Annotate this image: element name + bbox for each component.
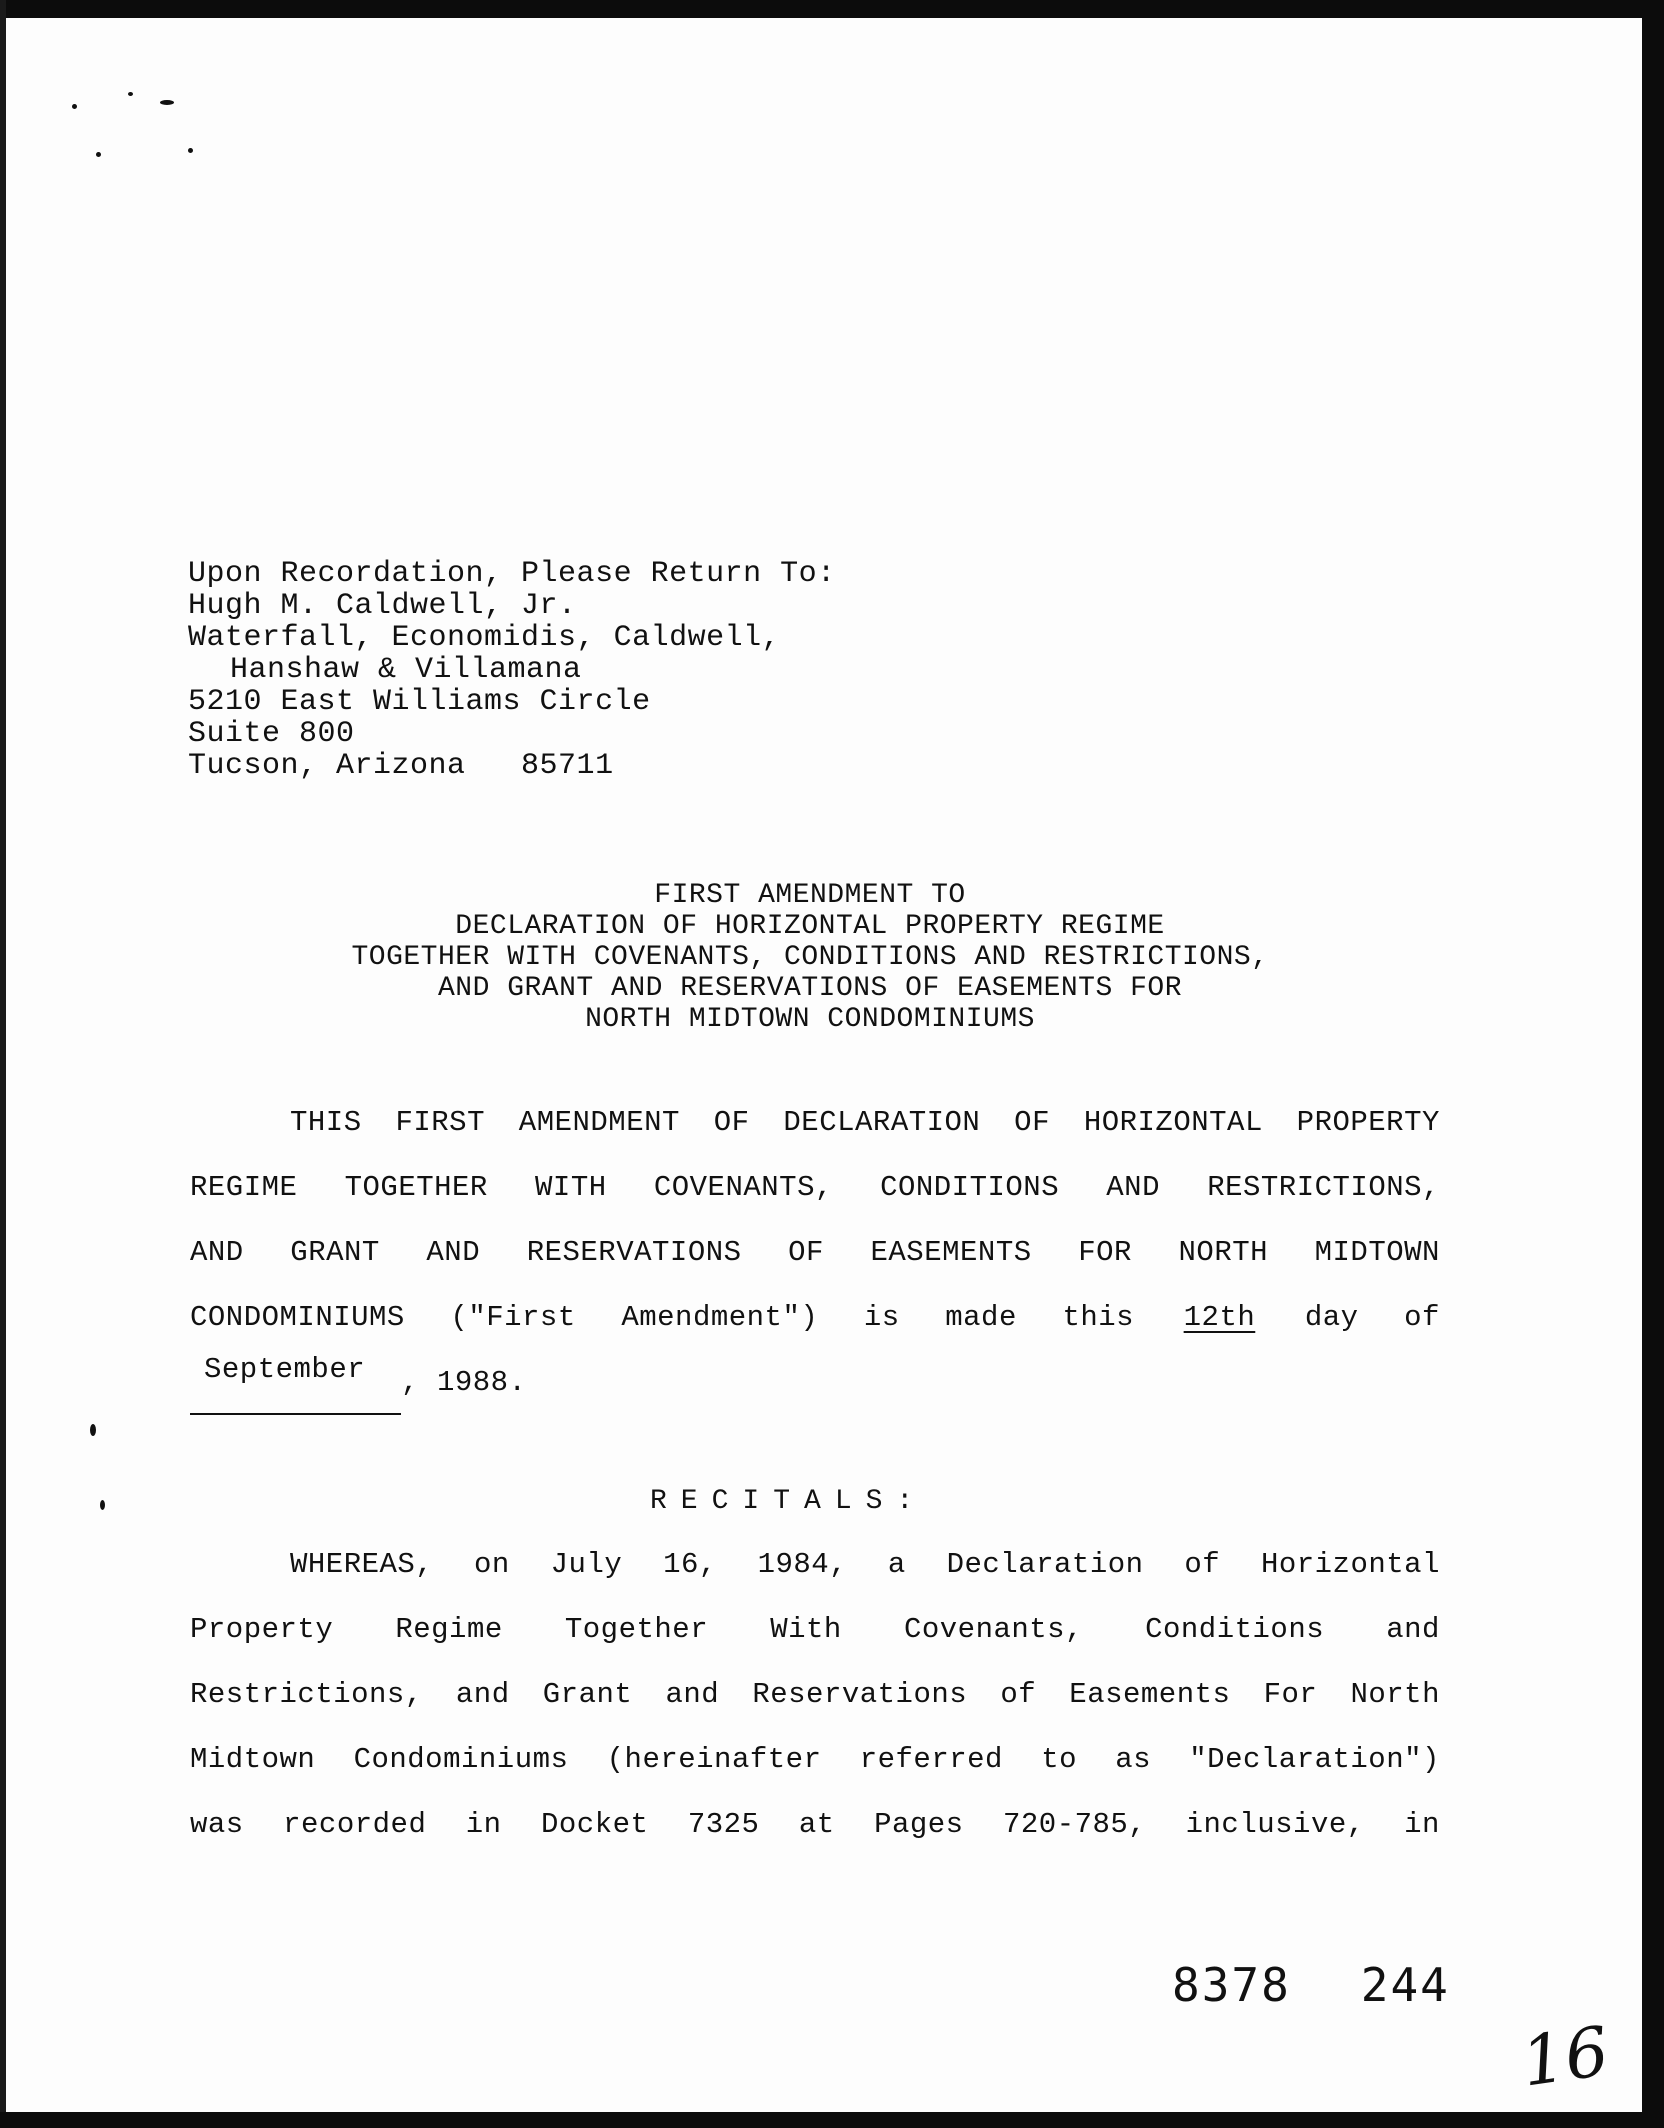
word: Pages xyxy=(874,1808,964,1841)
intro-line xyxy=(190,1350,1440,1415)
word: "Declaration") xyxy=(1189,1743,1440,1776)
word: 16, xyxy=(663,1548,717,1581)
word: OF xyxy=(1014,1106,1050,1139)
word: this xyxy=(1062,1301,1135,1334)
word: made xyxy=(945,1301,1017,1334)
word: Conditions xyxy=(1145,1613,1325,1646)
word: Midtown xyxy=(190,1743,316,1776)
return-firm: Waterfall, Economidis, Caldwell, xyxy=(188,621,781,655)
scan-speck xyxy=(96,152,101,157)
scan-speck xyxy=(160,100,174,105)
recitals-line xyxy=(190,1792,1440,1857)
word: DECLARATION xyxy=(783,1106,981,1139)
docket-page: 244 xyxy=(1360,1958,1450,2012)
word: 1984, xyxy=(757,1548,848,1581)
word: ("First xyxy=(450,1301,576,1334)
scan-speck xyxy=(90,1424,96,1436)
word: in xyxy=(465,1808,502,1841)
title-line: DECLARATION OF HORIZONTAL PROPERTY REGIME xyxy=(455,911,1165,942)
word: of xyxy=(1404,1301,1440,1334)
word: recorded xyxy=(283,1808,427,1841)
scan-speck xyxy=(72,104,77,109)
word: For xyxy=(1263,1678,1318,1711)
title-line: NORTH MIDTOWN CONDOMINIUMS xyxy=(585,1004,1035,1035)
scan-border-bottom xyxy=(0,2112,1664,2128)
word: Together xyxy=(564,1613,709,1646)
word: is xyxy=(863,1301,900,1334)
word: of xyxy=(1000,1678,1037,1711)
recitals-line xyxy=(190,1532,1440,1597)
title-line: FIRST AMENDMENT TO xyxy=(654,880,966,911)
word: RESTRICTIONS, xyxy=(1207,1171,1440,1204)
word: a xyxy=(887,1548,906,1581)
scan-border-top xyxy=(0,0,1664,18)
word: inclusive, xyxy=(1185,1808,1365,1841)
word: Restrictions, xyxy=(190,1678,423,1711)
return-firm-continued: Hanshaw & Villamana xyxy=(230,653,582,687)
month-field: September xyxy=(190,1350,401,1415)
word: GRANT xyxy=(290,1236,380,1269)
word: OF xyxy=(788,1236,824,1269)
word: RESERVATIONS xyxy=(526,1236,742,1269)
word: COVENANTS, xyxy=(653,1171,833,1204)
word: on xyxy=(474,1548,510,1581)
word: Horizontal xyxy=(1260,1548,1440,1581)
return-street: 5210 East Williams Circle xyxy=(188,685,651,719)
word: referred xyxy=(859,1743,1003,1776)
word: AND xyxy=(426,1236,481,1269)
word: MIDTOWN xyxy=(1314,1236,1440,1269)
intro-line xyxy=(190,1090,1440,1155)
word: CONDITIONS xyxy=(880,1171,1060,1204)
recitals-line xyxy=(190,1727,1440,1792)
word: at xyxy=(798,1808,835,1841)
word: Covenants, xyxy=(903,1613,1083,1646)
return-suite: Suite 800 xyxy=(188,717,355,751)
intro-line xyxy=(190,1220,1440,1285)
word: and xyxy=(1386,1613,1440,1646)
word: (hereinafter xyxy=(606,1743,822,1776)
return-city-state-zip: Tucson, Arizona 85711 xyxy=(188,749,614,783)
recitals-heading: RECITALS: xyxy=(650,1486,928,1517)
title-line: AND GRANT AND RESERVATIONS OF EASEMENTS FOR xyxy=(437,973,1183,1004)
word: WITH xyxy=(535,1171,607,1204)
scan-border-left xyxy=(0,0,6,2128)
word: Grant xyxy=(542,1678,633,1711)
word: and xyxy=(665,1678,720,1711)
word: and xyxy=(455,1678,510,1711)
word: Property xyxy=(190,1613,334,1646)
word: 7325 xyxy=(687,1808,760,1841)
word: Easements xyxy=(1069,1678,1231,1711)
scan-border-right xyxy=(1642,0,1664,2128)
recitals-line xyxy=(190,1597,1440,1662)
word: AMENDMENT xyxy=(518,1106,680,1139)
word: With xyxy=(770,1613,842,1646)
return-instruction: Upon Recordation, Please Return To: xyxy=(188,557,836,591)
word: Amendment") xyxy=(621,1301,819,1334)
handwritten-page-mark: 16 xyxy=(1516,2012,1614,2103)
word: AND xyxy=(1106,1171,1160,1204)
return-name: Hugh M. Caldwell, Jr. xyxy=(188,589,577,623)
word: Declaration xyxy=(946,1548,1144,1581)
day-field: 12th xyxy=(1183,1301,1256,1334)
scan-speck xyxy=(128,92,133,96)
word: day xyxy=(1304,1301,1359,1334)
word: North xyxy=(1350,1678,1440,1711)
intro-paragraph xyxy=(190,1090,1440,1415)
word: THIS xyxy=(290,1106,362,1139)
word: Condominiums xyxy=(353,1743,569,1776)
word: NORTH xyxy=(1178,1236,1269,1269)
docket-number: 8378 xyxy=(1172,1958,1291,2012)
title-line: TOGETHER WITH COVENANTS, CONDITIONS AND RESTRICTIONS, xyxy=(351,942,1269,973)
word: to xyxy=(1041,1743,1077,1776)
word: AND xyxy=(190,1236,244,1269)
docket-stamp xyxy=(1172,1958,1450,2012)
word: 720-785, xyxy=(1002,1808,1147,1841)
word: REGIME xyxy=(190,1171,298,1204)
word: CONDOMINIUMS xyxy=(190,1301,405,1334)
word: FOR xyxy=(1078,1236,1132,1269)
word: Regime xyxy=(395,1613,503,1646)
word: TOGETHER xyxy=(344,1171,488,1204)
return-address-block xyxy=(188,558,836,782)
word: PROPERTY xyxy=(1296,1106,1440,1139)
word: EASEMENTS xyxy=(870,1236,1032,1269)
scan-speck xyxy=(188,148,193,153)
word: in xyxy=(1404,1808,1440,1841)
intro-line xyxy=(190,1285,1440,1350)
word: OF xyxy=(713,1106,750,1139)
intro-line xyxy=(190,1155,1440,1220)
scan-speck xyxy=(100,1500,105,1510)
word: of xyxy=(1184,1548,1221,1581)
word: Docket xyxy=(540,1808,649,1841)
word: HORIZONTAL xyxy=(1083,1106,1263,1139)
word: Reservations xyxy=(752,1678,968,1711)
document-title xyxy=(300,880,1320,1035)
recitals-paragraph xyxy=(190,1532,1440,1857)
word: WHEREAS, xyxy=(290,1548,434,1581)
word: July xyxy=(550,1548,623,1581)
recitals-line xyxy=(190,1662,1440,1727)
word: as xyxy=(1115,1743,1152,1776)
year-text: , 1988. xyxy=(401,1366,527,1399)
word: FIRST xyxy=(395,1106,485,1139)
word: was xyxy=(190,1808,244,1841)
